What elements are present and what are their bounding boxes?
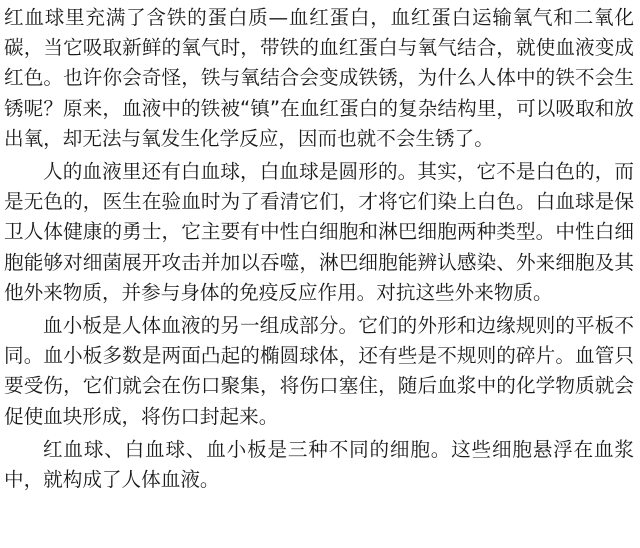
paragraph-red-blood-cells: 红血球里充满了含铁的蛋白质—血红蛋白，血红蛋白运输氧气和二氧化碳，当它吸取新鲜的氧气时，带铁的血红蛋白与氧气结合，就使血液变成红色。也许你会奇怪，铁与氧结合会变成铁锈，为什么人体中的铁不会生锈呢？原来，血液中的铁被“镇”在血红蛋白的复杂结构里，可以吸取和放出氧，却无法与氧发生化学反应，因而也就不会生锈了。 (4, 6, 634, 150)
paragraph-summary: 红血球、白血球、血小板是三种不同的细胞。这些细胞悬浮在血浆中，就构成了人体血液。 (4, 437, 634, 492)
paragraph-platelets: 血小板是人体血液的另一组成部分。它们的外形和边缘规则的平板不同。血小板多数是两面凸起的椭圆球体，还有些是不规则的碎片。血管只要受伤，它们就会在伤口聚集，将伤口塞住，随后血浆中的化学物质就会促使血块形成，将伤口封起来。 (4, 314, 634, 428)
paragraph-white-blood-cells: 人的血液里还有白血球，白血球是圆形的。其实，它不是白色的，而是无色的，医生在验血时为了看清它们，才将它们染上白色。白血球是保卫人体健康的勇士，它主要有中性白细胞和淋巴细胞两种类型。中性白细胞能够对细菌展开攻击并加以吞噬，淋巴细胞能辨认感染、外来细胞及其他外来物质，并参与身体的免疫反应作用。对抗这些外来物质。 (4, 160, 634, 304)
